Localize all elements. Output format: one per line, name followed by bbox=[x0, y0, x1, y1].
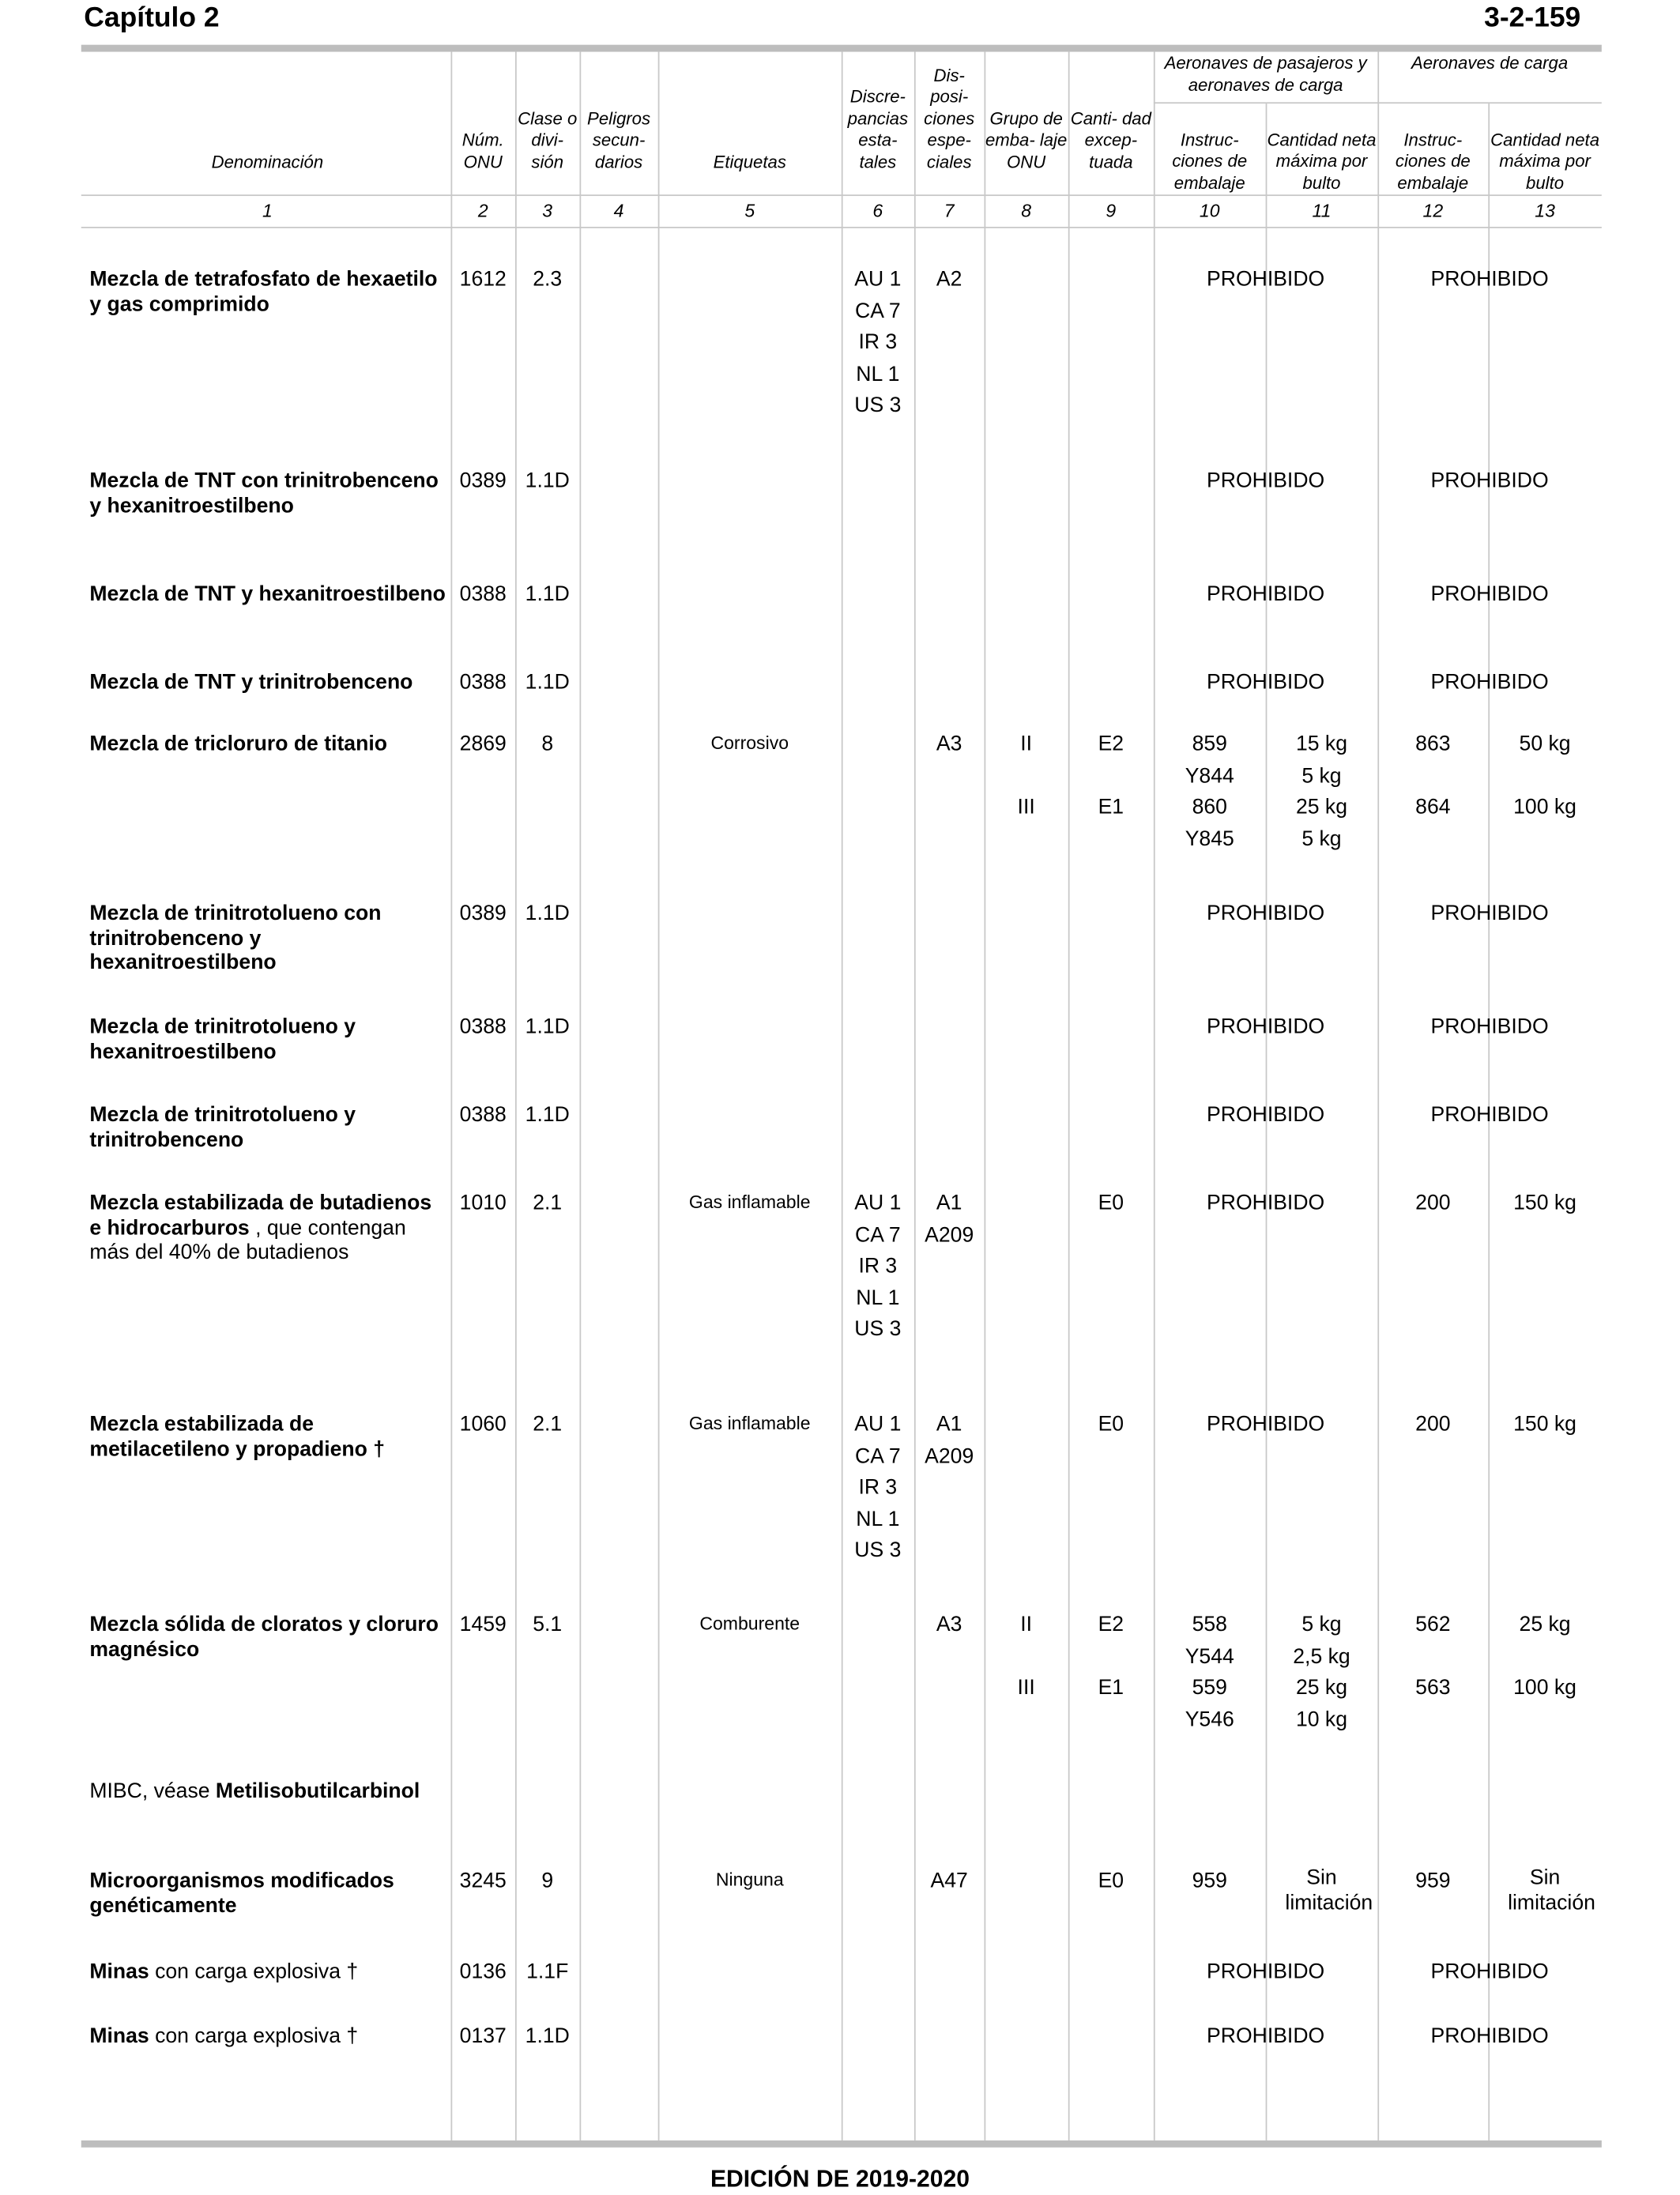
name-bold: Minas bbox=[89, 2024, 149, 2048]
name-bold: Mezcla estabilizada de butadienos e hidrocarburos bbox=[89, 1191, 432, 1240]
class-division: 1.1D bbox=[525, 901, 570, 926]
column-number: 13 bbox=[1535, 200, 1555, 221]
pax-packing-instruction: 559 bbox=[1192, 1675, 1227, 1700]
pax-packing-instruction: 558 bbox=[1192, 1612, 1227, 1637]
special-provision: A3 bbox=[936, 732, 962, 756]
cargo-prohibited: PROHIBIDO bbox=[1430, 901, 1549, 926]
state-discrepancy: IR 3 bbox=[858, 1475, 898, 1500]
header-num-onu: Núm. ONU bbox=[461, 130, 504, 172]
state-discrepancy: NL 1 bbox=[856, 1286, 900, 1310]
class-division: 8 bbox=[541, 732, 554, 756]
special-provision: A3 bbox=[936, 1612, 962, 1637]
name-bold: Metilisobutilcarbinol bbox=[215, 1779, 420, 1803]
un-number: 1010 bbox=[459, 1191, 507, 1215]
name-bold: Mezcla de tetrafosfato de hexaetilo y gas comprimido bbox=[89, 267, 438, 316]
substance-name bbox=[89, 1192, 448, 1265]
special-provision: A209 bbox=[925, 1444, 974, 1468]
page-number: 3-2-159 bbox=[1484, 2, 1581, 34]
column-number: 12 bbox=[1422, 200, 1444, 221]
name-bold: Mezcla de trinitrotolueno y hexanitroestilbeno bbox=[89, 1015, 356, 1064]
class-division: 5.1 bbox=[533, 1612, 563, 1637]
state-discrepancy: CA 7 bbox=[855, 299, 901, 323]
pax-packing-instruction: Y845 bbox=[1185, 826, 1234, 851]
name-rest: con carga explosiva † bbox=[149, 2024, 359, 2048]
hazard-label: Gas inflamable bbox=[688, 1191, 811, 1213]
pax-prohibited: PROHIBIDO bbox=[1207, 1960, 1325, 1984]
header-cantidad-carga: Cantidad neta máxima por bulto bbox=[1490, 129, 1600, 193]
pax-net-quantity: 10 kg bbox=[1295, 1707, 1347, 1731]
excepted-quantity: E0 bbox=[1098, 1191, 1124, 1215]
excepted-quantity: E1 bbox=[1098, 795, 1124, 819]
state-discrepancy: NL 1 bbox=[856, 1507, 900, 1531]
pax-net-quantity: 25 kg bbox=[1295, 795, 1347, 819]
pax-net-quantity: 15 kg bbox=[1295, 732, 1347, 756]
column-number: 5 bbox=[744, 200, 755, 221]
pax-prohibited: PROHIBIDO bbox=[1207, 1191, 1325, 1215]
header-cantidad-pax: Cantidad neta máxima por bulto bbox=[1267, 129, 1377, 193]
cargo-net-quantity: 150 kg bbox=[1513, 1412, 1576, 1436]
name-bold: Minas bbox=[89, 1960, 149, 1984]
pax-packing-instruction: Y844 bbox=[1185, 763, 1234, 788]
header-denominacion: Denominación bbox=[211, 152, 324, 172]
column-number: 7 bbox=[944, 200, 955, 221]
state-discrepancy: CA 7 bbox=[855, 1222, 901, 1247]
edition-footer: EDICIÓN DE 2019-2020 bbox=[710, 2165, 970, 2193]
bottom-rule bbox=[81, 2140, 1602, 2148]
cargo-net-quantity: 50 kg bbox=[1519, 732, 1571, 756]
un-number: 0389 bbox=[459, 469, 507, 493]
cargo-prohibited: PROHIBIDO bbox=[1430, 1960, 1549, 1984]
cargo-net-quantity: 100 kg bbox=[1513, 1675, 1576, 1700]
header-instrucciones-carga: Instruc- ciones de embalaje bbox=[1395, 129, 1471, 193]
header-grupo: Grupo de emba- laje ONU bbox=[985, 108, 1068, 172]
cargo-net-quantity: 25 kg bbox=[1519, 1612, 1571, 1637]
substance-name bbox=[89, 469, 448, 518]
un-number: 2869 bbox=[459, 732, 507, 756]
cargo-prohibited: PROHIBIDO bbox=[1430, 1015, 1549, 1039]
cargo-prohibited: PROHIBIDO bbox=[1430, 2024, 1549, 2048]
pax-prohibited: PROHIBIDO bbox=[1207, 267, 1325, 292]
pax-net-quantity: 5 kg bbox=[1301, 826, 1342, 851]
substance-name bbox=[89, 732, 448, 757]
name-bold: Mezcla de TNT con trinitrobenceno y hexanitroestilbeno bbox=[89, 469, 439, 518]
class-division: 1.1D bbox=[525, 582, 570, 607]
column-divider bbox=[914, 52, 916, 2140]
un-number: 0388 bbox=[459, 670, 507, 695]
column-number: 11 bbox=[1312, 200, 1332, 221]
substance-name bbox=[89, 1869, 448, 1918]
column-divider bbox=[658, 52, 660, 2140]
column-number: 2 bbox=[477, 200, 488, 221]
pax-prohibited: PROHIBIDO bbox=[1207, 469, 1325, 493]
un-number: 0388 bbox=[459, 582, 507, 607]
pax-prohibited: PROHIBIDO bbox=[1207, 901, 1325, 926]
excepted-quantity: E0 bbox=[1098, 1412, 1124, 1436]
cargo-packing-instruction: 563 bbox=[1415, 1675, 1451, 1700]
un-number: 0388 bbox=[459, 1015, 507, 1039]
class-division: 2.1 bbox=[533, 1191, 563, 1215]
cargo-net-quantity: Sin limitación bbox=[1508, 1866, 1595, 1915]
header-rule bbox=[81, 194, 1602, 196]
state-discrepancy: NL 1 bbox=[856, 361, 900, 386]
column-divider bbox=[1377, 52, 1379, 2140]
pax-prohibited: PROHIBIDO bbox=[1207, 1015, 1325, 1039]
name-bold: Mezcla de tricloruro de titanio bbox=[89, 732, 387, 756]
substance-name bbox=[89, 671, 448, 695]
header-pasajeros-group: Aeronaves de pasajeros y aeronaves de carga bbox=[1164, 53, 1367, 95]
column-number-rule bbox=[81, 227, 1602, 228]
header-disposiciones: Dis- posi- ciones espe- ciales bbox=[924, 65, 975, 172]
cargo-prohibited: PROHIBIDO bbox=[1430, 670, 1549, 695]
special-provision: A1 bbox=[936, 1412, 962, 1436]
special-provision: A2 bbox=[936, 267, 962, 292]
packing-group: III bbox=[1017, 795, 1035, 819]
un-number: 0389 bbox=[459, 901, 507, 926]
cargo-prohibited: PROHIBIDO bbox=[1430, 1103, 1549, 1128]
column-number: 10 bbox=[1199, 200, 1220, 221]
pax-prohibited: PROHIBIDO bbox=[1207, 1103, 1325, 1128]
cargo-packing-instruction: 959 bbox=[1415, 1869, 1451, 1893]
hazard-label: Gas inflamable bbox=[688, 1412, 811, 1434]
class-division: 1.1D bbox=[525, 2024, 570, 2048]
packing-group: II bbox=[1020, 732, 1033, 756]
un-number: 0137 bbox=[459, 2024, 507, 2048]
header-carga-group: Aeronaves de carga bbox=[1411, 53, 1569, 73]
state-discrepancy: IR 3 bbox=[858, 330, 898, 355]
special-provision: A47 bbox=[930, 1869, 968, 1893]
state-discrepancy: US 3 bbox=[854, 1317, 902, 1342]
name-rest: con carga explosiva † bbox=[149, 1960, 359, 1984]
un-number: 0136 bbox=[459, 1960, 507, 1984]
packing-group: II bbox=[1020, 1612, 1033, 1637]
substance-name bbox=[89, 1413, 448, 1462]
excepted-quantity: E2 bbox=[1098, 1612, 1124, 1637]
substance-name bbox=[89, 1015, 448, 1064]
cargo-packing-instruction: 864 bbox=[1415, 795, 1451, 819]
un-number: 3245 bbox=[459, 1869, 507, 1893]
header-clase: Clase o divi- sión bbox=[518, 108, 578, 172]
name-bold: Mezcla de trinitrotolueno con trinitrobenceno y hexanitroestilbeno bbox=[89, 901, 382, 975]
un-number: 1459 bbox=[459, 1612, 507, 1637]
pax-prohibited: PROHIBIDO bbox=[1207, 2024, 1325, 2048]
name-bold: Mezcla estabilizada de metilacetileno y propadieno † bbox=[89, 1412, 386, 1461]
column-number: 9 bbox=[1106, 200, 1117, 221]
class-division: 9 bbox=[541, 1869, 554, 1893]
name-prefix: MIBC, véase bbox=[89, 1779, 216, 1803]
column-number: 6 bbox=[872, 200, 883, 221]
state-discrepancy: US 3 bbox=[854, 393, 902, 417]
cargo-prohibited: PROHIBIDO bbox=[1430, 582, 1549, 607]
header-etiquetas: Etiquetas bbox=[713, 152, 786, 172]
group-header-rule bbox=[1154, 102, 1602, 104]
substance-name bbox=[89, 1779, 448, 1804]
column-divider bbox=[450, 52, 452, 2140]
class-division: 2.1 bbox=[533, 1412, 563, 1436]
column-number: 1 bbox=[262, 200, 273, 221]
excepted-quantity: E2 bbox=[1098, 732, 1124, 756]
cargo-prohibited: PROHIBIDO bbox=[1430, 469, 1549, 493]
cargo-packing-instruction: 200 bbox=[1415, 1191, 1451, 1215]
top-rule bbox=[81, 45, 1602, 52]
class-division: 1.1D bbox=[525, 469, 570, 493]
un-number: 1060 bbox=[459, 1412, 507, 1436]
pax-prohibited: PROHIBIDO bbox=[1207, 582, 1325, 607]
column-divider bbox=[985, 52, 986, 2140]
column-number: 4 bbox=[613, 200, 624, 221]
substance-name bbox=[89, 1103, 448, 1152]
cargo-packing-instruction: 200 bbox=[1415, 1412, 1451, 1436]
column-number: 3 bbox=[542, 200, 553, 221]
hazard-label: Corrosivo bbox=[710, 732, 789, 754]
cargo-packing-instruction: 562 bbox=[1415, 1612, 1451, 1637]
state-discrepancy: AU 1 bbox=[854, 1191, 902, 1215]
name-bold: Mezcla de TNT y trinitrobenceno bbox=[89, 670, 413, 695]
state-discrepancy: AU 1 bbox=[854, 267, 902, 292]
header-cantidad-exceptuada: Canti- dad excep- tuada bbox=[1070, 108, 1151, 172]
substance-name bbox=[89, 902, 448, 975]
pax-packing-instruction: 860 bbox=[1192, 795, 1227, 819]
state-discrepancy: US 3 bbox=[854, 1538, 902, 1563]
pax-net-quantity: 5 kg bbox=[1301, 1612, 1342, 1637]
cargo-net-quantity: 100 kg bbox=[1513, 795, 1576, 819]
excepted-quantity: E0 bbox=[1098, 1869, 1124, 1893]
substance-name bbox=[89, 267, 448, 316]
pax-prohibited: PROHIBIDO bbox=[1207, 1412, 1325, 1436]
header-instrucciones-pax: Instruc- ciones de embalaje bbox=[1172, 129, 1248, 193]
hazard-label: Ninguna bbox=[715, 1869, 784, 1890]
pax-packing-instruction: 859 bbox=[1192, 732, 1227, 756]
column-number: 8 bbox=[1021, 200, 1032, 221]
substance-name bbox=[89, 2024, 448, 2049]
pax-net-quantity: 5 kg bbox=[1301, 763, 1342, 788]
pax-prohibited: PROHIBIDO bbox=[1207, 670, 1325, 695]
un-number: 0388 bbox=[459, 1103, 507, 1128]
state-discrepancy: CA 7 bbox=[855, 1444, 901, 1468]
pax-packing-instruction: Y544 bbox=[1185, 1643, 1234, 1668]
substance-name bbox=[89, 1960, 448, 1984]
chapter-title: Capítulo 2 bbox=[84, 2, 220, 34]
column-divider bbox=[1068, 52, 1070, 2140]
substance-name bbox=[89, 582, 448, 607]
cargo-packing-instruction: 863 bbox=[1415, 732, 1451, 756]
class-division: 1.1D bbox=[525, 1103, 570, 1128]
class-division: 2.3 bbox=[533, 267, 563, 292]
special-provision: A209 bbox=[925, 1222, 974, 1247]
special-provision: A1 bbox=[936, 1191, 962, 1215]
name-bold: Mezcla de trinitrotolueno y trinitrobenceno bbox=[89, 1103, 356, 1152]
excepted-quantity: E1 bbox=[1098, 1675, 1124, 1700]
name-bold: Mezcla sólida de cloratos y cloruro magnésico bbox=[89, 1612, 439, 1662]
state-discrepancy: IR 3 bbox=[858, 1254, 898, 1278]
state-discrepancy: AU 1 bbox=[854, 1412, 902, 1436]
class-division: 1.1D bbox=[525, 670, 570, 695]
column-divider bbox=[1154, 52, 1155, 2140]
pax-net-quantity: Sin limitación bbox=[1285, 1866, 1373, 1915]
substance-name bbox=[89, 1613, 448, 1662]
header-discrepancias: Discre- pancias esta- tales bbox=[847, 86, 909, 172]
column-divider bbox=[515, 52, 517, 2140]
pax-net-quantity: 25 kg bbox=[1295, 1675, 1347, 1700]
cargo-prohibited: PROHIBIDO bbox=[1430, 267, 1549, 292]
pax-packing-instruction: Y546 bbox=[1185, 1707, 1234, 1731]
class-division: 1.1D bbox=[525, 1015, 570, 1039]
header-peligros: Peligros secun- darios bbox=[587, 108, 651, 172]
cargo-net-quantity: 150 kg bbox=[1513, 1191, 1576, 1215]
hazard-label: Comburente bbox=[699, 1612, 800, 1634]
un-number: 1612 bbox=[459, 267, 507, 292]
name-bold: Microorganismos modificados genéticamente bbox=[89, 1869, 394, 1918]
class-division: 1.1F bbox=[526, 1960, 569, 1984]
pax-net-quantity: 2,5 kg bbox=[1293, 1643, 1350, 1668]
column-divider bbox=[579, 52, 581, 2140]
packing-group: III bbox=[1017, 1675, 1035, 1700]
name-bold: Mezcla de TNT y hexanitroestilbeno bbox=[89, 582, 446, 607]
pax-packing-instruction: 959 bbox=[1192, 1869, 1227, 1893]
name-rest: , que contengan más del 40% de butadienos bbox=[89, 1215, 406, 1264]
